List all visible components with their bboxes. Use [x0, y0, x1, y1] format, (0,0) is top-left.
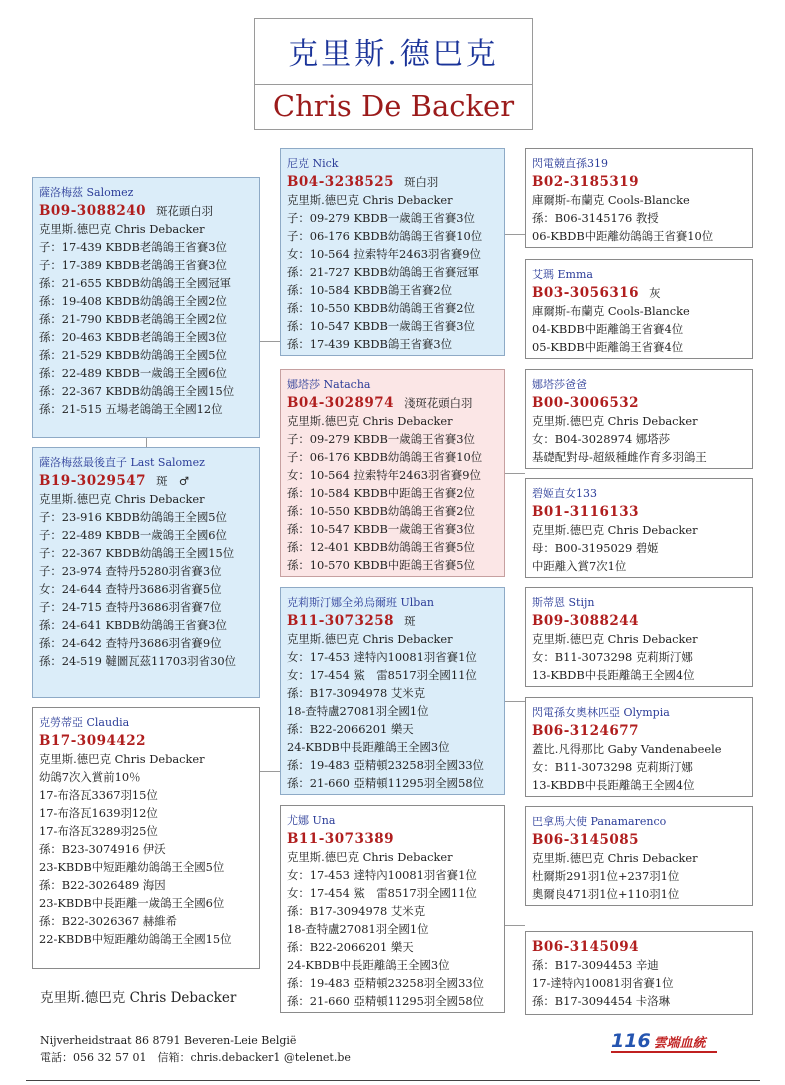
card-line: 23-KBDB中短距離幼鴿鴿王全國5位 — [39, 860, 225, 874]
ring-number: B11-3073258 斑 — [287, 613, 416, 629]
connector-line — [505, 473, 525, 474]
bird-name: 娜塔莎 Natacha — [287, 378, 371, 391]
card-line: 女：24-644 查特丹3686羽省賽5位 — [39, 582, 222, 596]
color-description: 淺斑花頭白羽 — [404, 396, 473, 410]
bird-name: 碧姬直女133 — [532, 487, 597, 500]
bird-name: 克莉斯汀娜全弟烏爾班 Ulban — [287, 596, 434, 609]
card-line: 孫：21-790 KBDB老鴿鴿王全國2位 — [39, 312, 227, 326]
ring-number: B06-3145094 — [532, 939, 640, 955]
card-line: 17-布洛瓦3289羽25位 — [39, 824, 158, 838]
pedigree-card-flash-319 — [525, 148, 753, 248]
ring-number: B02-3185319 — [532, 174, 640, 190]
ring-number: B04-3028974 淺斑花頭白羽 — [287, 395, 473, 411]
bird-name: 閃電競直孫319 — [532, 157, 608, 170]
card-line: 孫：21-515 五場老鴿鴿王全國12位 — [39, 402, 223, 416]
pedigree-card-last-salomez — [32, 447, 260, 698]
card-lines — [532, 302, 747, 356]
card-line: 孫：21-660 亞精頓11295羽全國58位 — [287, 994, 484, 1008]
card-line: 13-KBDB中長距離鴿王全國4位 — [532, 778, 695, 792]
card-line: 孫：10-584 KBDB鴿王省賽2位 — [287, 283, 453, 297]
title-chinese: 克里斯.德巴克 — [288, 37, 499, 72]
card-line: 杜爾斯291羽1位+237羽1位 — [532, 869, 680, 883]
card-line: 克里斯.德巴克 Chris Debacker — [287, 850, 453, 864]
title-english: Chris De Backer — [272, 89, 515, 123]
card-line: 孫：21-529 KBDB幼鴿鴿王全國5位 — [39, 348, 227, 362]
pedigree-card-ulban — [280, 587, 505, 795]
card-line: 庫爾斯-布蘭克 Cools-Blancke — [532, 304, 690, 318]
logo-text: 雲端血統 — [653, 1036, 706, 1051]
card-line: 基礎配對母-超級種雌作育多羽鴿王 — [532, 450, 707, 464]
card-lines — [287, 412, 499, 574]
pedigree-card-emma — [525, 259, 753, 359]
card-line: 孫：B17-3094978 艾米克 — [287, 904, 426, 918]
card-line: 子：09-279 KBDB一歲鴿王省賽3位 — [287, 432, 475, 446]
pedigree-card-bici-133 — [525, 478, 753, 578]
card-line: 孫：22-367 KBDB幼鴿鴿王全國15位 — [39, 384, 235, 398]
ring-number: B11-3073389 — [287, 831, 395, 847]
card-line: 孫：19-408 KBDB幼鴿鴿王全國2位 — [39, 294, 227, 308]
ring-number: B17-3094422 — [39, 733, 147, 749]
card-lines — [532, 521, 747, 575]
ring-number: B00-3006532 — [532, 395, 640, 411]
card-line: 克里斯.德巴克 Chris Debacker — [287, 632, 453, 646]
title-box — [254, 18, 533, 130]
footer-rule — [26, 1080, 760, 1081]
pedigree-card-panamarenco — [525, 806, 753, 906]
pedigree-card-b06-3145094 — [525, 931, 753, 1015]
ring-number: B01-3116133 — [532, 504, 640, 520]
card-lines — [532, 191, 747, 245]
card-line: 孫：10-584 KBDB中距鴿王省賽2位 — [287, 486, 475, 500]
bird-name: 娜塔莎爸爸 — [532, 378, 587, 391]
color-description: 灰 — [649, 286, 661, 300]
card-line: 23-KBDB中長距離一歲鴿王全國6位 — [39, 896, 225, 910]
card-line: 13-KBDB中長距離鴿王全國4位 — [532, 668, 695, 682]
card-line: 孫：19-483 亞精頓23258羽全國33位 — [287, 758, 484, 772]
card-line: 孫：24-519 韃圖瓦茲11703羽省30位 — [39, 654, 236, 668]
connector-line — [260, 341, 280, 342]
card-line: 孫：21-655 KBDB幼鴿鴿王全國冠軍 — [39, 276, 231, 290]
card-line: 蓋比.凡得那比 Gaby Vandenabeele — [532, 742, 722, 756]
card-line: 孫：B17-3094978 艾米克 — [287, 686, 426, 700]
card-line: 幼鴿7次入賞前10％ — [39, 770, 141, 784]
card-line: 18-查特盧27081羽全國1位 — [287, 922, 429, 936]
pedigree-card-una — [280, 805, 505, 1013]
color-description: 斑 ♂ — [156, 474, 190, 488]
bird-name: 薩洛梅茲 Salomez — [39, 186, 134, 199]
card-line: 孫：10-547 KBDB一歲鴿王省賽3位 — [287, 522, 475, 536]
owner-name: 克里斯.德巴克 Chris Debacker — [40, 990, 237, 1006]
card-line: 女：17-454 鯊 雷8517羽全國11位 — [287, 886, 477, 900]
address-line: Nijverheidstraat 86 8791 Beveren-Leie België — [40, 1034, 297, 1047]
card-line: 孫：21-727 KBDB幼鴿鴿王省賽冠軍 — [287, 265, 479, 279]
card-lines — [287, 630, 499, 792]
card-line: 子：24-715 查特丹3686羽省賽7位 — [39, 600, 222, 614]
card-line: 子：23-974 查特丹5280羽省賽3位 — [39, 564, 222, 578]
card-line: 克里斯.德巴克 Chris Debacker — [287, 414, 453, 428]
card-lines — [39, 220, 254, 418]
card-line: 孫：B17-3094453 辛迪 — [532, 958, 659, 972]
card-line: 克里斯.德巴克 Chris Debacker — [39, 222, 205, 236]
ring-number: B09-3088244 — [532, 613, 640, 629]
card-lines — [287, 191, 499, 353]
bird-name: 尼克 Nick — [287, 157, 339, 170]
card-line: 子：06-176 KBDB幼鴿鴿王省賽10位 — [287, 450, 483, 464]
connector-line — [260, 771, 280, 772]
card-line: 子：22-489 KBDB一歲鴿王全國6位 — [39, 528, 227, 542]
pedigree-card-natacha-father — [525, 369, 753, 469]
pedigree-card-salomez — [32, 177, 260, 438]
card-line: 中距離入賞7次1位 — [532, 559, 627, 573]
card-line: 女：17-453 達特內10081羽省賽1位 — [287, 868, 477, 882]
ring-number: B06-3145085 — [532, 832, 640, 848]
card-line: 06-KBDB中距離幼鴿鴿王省賽10位 — [532, 229, 714, 243]
card-line: 孫：10-570 KBDB中距鴿王省賽5位 — [287, 558, 475, 572]
card-line: 孫：20-463 KBDB老鴿鴿王全國3位 — [39, 330, 227, 344]
card-line: 孫：17-439 KBDB鴿王省賽3位 — [287, 337, 453, 351]
card-line: 孫：B22-3026367 赫維希 — [39, 914, 178, 928]
pedigree-card-claudia — [32, 707, 260, 969]
card-line: 孫：22-489 KBDB一歲鴿王全國6位 — [39, 366, 227, 380]
ring-number: B04-3238525 斑白羽 — [287, 174, 439, 190]
connector-line — [505, 234, 525, 235]
connector-line — [505, 925, 525, 926]
card-line: 孫：B22-2066201 樂天 — [287, 940, 414, 954]
pedigree-card-stijn — [525, 587, 753, 687]
bird-name: 薩洛梅茲最後直子 Last Salomez — [39, 456, 205, 469]
logo-number: 116 — [611, 1030, 651, 1052]
card-line: 05-KBDB中距離鴿王省賽4位 — [532, 340, 684, 354]
card-line: 孫：B06-3145176 教授 — [532, 211, 659, 225]
card-line: 克里斯.德巴克 Chris Debacker — [532, 523, 698, 537]
color-description: 斑 — [404, 614, 416, 628]
card-line: 24-KBDB中長距離鴿王全國3位 — [287, 958, 450, 972]
card-line: 女：B11-3073298 克莉斯汀娜 — [532, 760, 693, 774]
card-line: 孫：24-641 KBDB幼鴿鴿王省賽3位 — [39, 618, 227, 632]
card-line: 子：22-367 KBDB幼鴿鴿王全國15位 — [39, 546, 235, 560]
card-line: 孫：12-401 KBDB幼鴿鴿王省賽5位 — [287, 540, 475, 554]
card-line: 子：09-279 KBDB一歲鴿王省賽3位 — [287, 211, 475, 225]
card-line: 子：06-176 KBDB幼鴿鴿王省賽10位 — [287, 229, 483, 243]
card-lines — [532, 740, 747, 794]
card-line: 奧爾良471羽1位+110羽1位 — [532, 887, 680, 901]
card-line: 24-KBDB中長距離鴿王全國3位 — [287, 740, 450, 754]
card-line: 孫：B22-2066201 樂天 — [287, 722, 414, 736]
card-line: 孫：10-550 KBDB幼鴿鴿王省賽2位 — [287, 504, 475, 518]
card-lines — [287, 848, 499, 1010]
card-line: 孫：10-547 KBDB一歲鴿王省賽3位 — [287, 319, 475, 333]
card-line: 孫：10-550 KBDB幼鴿鴿王省賽2位 — [287, 301, 475, 315]
card-line: 孫：B22-3026489 海因 — [39, 878, 166, 892]
phone-email-line: 電話：056 32 57 01 信箱：chris.debacker1 @telenet.be — [40, 1051, 351, 1064]
card-line: 女：10-564 拉索特年2463羽省賽9位 — [287, 468, 481, 482]
card-line: 22-KBDB中短距離幼鴿鴿王全國15位 — [39, 932, 232, 946]
bird-name: 巴拿馬大使 Panamarenco — [532, 815, 667, 828]
ring-number: B03-3056316 灰 — [532, 285, 661, 301]
color-description: 斑花頭白羽 — [156, 204, 214, 218]
card-line: 克里斯.德巴克 Chris Debacker — [39, 752, 205, 766]
ring-number: B09-3088240 斑花頭白羽 — [39, 203, 214, 219]
card-line: 克里斯.德巴克 Chris Debacker — [287, 193, 453, 207]
card-line: 女：B11-3073298 克莉斯汀娜 — [532, 650, 693, 664]
card-line: 孫：19-483 亞精頓23258羽全國33位 — [287, 976, 484, 990]
card-line: 女：17-453 達特內10081羽省賽1位 — [287, 650, 477, 664]
brand-logo — [611, 1030, 717, 1053]
card-lines — [532, 630, 747, 684]
bird-name: 艾瑪 Emma — [532, 268, 593, 281]
pedigree-card-olympia — [525, 697, 753, 797]
color-description: 斑白羽 — [404, 175, 439, 189]
card-line: 孫：B17-3094454 卡洛琳 — [532, 994, 671, 1008]
bird-name: 尤娜 Una — [287, 814, 336, 827]
connector-line — [146, 437, 147, 447]
card-line: 17-布洛瓦1639羽12位 — [39, 806, 158, 820]
card-line: 孫：21-660 亞精頓11295羽全國58位 — [287, 776, 484, 790]
card-line: 17-達特內10081羽省賽1位 — [532, 976, 674, 990]
card-line: 母：B00-3195029 碧姬 — [532, 541, 659, 555]
ring-number: B06-3124677 — [532, 723, 640, 739]
contact-info — [40, 1032, 351, 1066]
card-line: 庫爾斯-布蘭克 Cools-Blancke — [532, 193, 690, 207]
card-lines — [39, 750, 254, 948]
card-line: 克里斯.德巴克 Chris Debacker — [532, 414, 698, 428]
card-line: 孫：24-642 查特丹3686羽省賽9位 — [39, 636, 222, 650]
pedigree-card-natacha — [280, 369, 505, 577]
card-line: 克里斯.德巴克 Chris Debacker — [39, 492, 205, 506]
pedigree-card-nick — [280, 148, 505, 356]
title-divider — [255, 84, 532, 85]
card-line: 子：23-916 KBDB幼鴿鴿王全國5位 — [39, 510, 227, 524]
card-line: 女：B04-3028974 娜塔莎 — [532, 432, 671, 446]
card-line: 女：17-454 鯊 雷8517羽全國11位 — [287, 668, 477, 682]
card-line: 子：17-439 KBDB老鴿鴿王省賽3位 — [39, 240, 227, 254]
bird-name: 閃電孫女奧林匹亞 Olympia — [532, 706, 670, 719]
bird-name: 斯蒂恩 Stijn — [532, 596, 595, 609]
card-line: 子：17-389 KBDB老鴿鴿王省賽3位 — [39, 258, 227, 272]
connector-line — [505, 701, 525, 702]
card-line: 孫：B23-3074916 伊沃 — [39, 842, 166, 856]
bird-name: 克勞蒂亞 Claudia — [39, 716, 130, 729]
card-line: 克里斯.德巴克 Chris Debacker — [532, 851, 698, 865]
card-line: 克里斯.德巴克 Chris Debacker — [532, 632, 698, 646]
card-lines — [532, 412, 747, 466]
card-line: 17-布洛瓦3367羽15位 — [39, 788, 158, 802]
card-line: 女：10-564 拉索特年2463羽省賽9位 — [287, 247, 481, 261]
card-lines — [532, 956, 747, 1010]
card-line: 18-查特盧27081羽全國1位 — [287, 704, 429, 718]
ring-number: B19-3029547 斑 ♂ — [39, 473, 190, 489]
card-lines — [39, 490, 254, 670]
card-lines — [532, 849, 747, 903]
card-line: 04-KBDB中距離鴿王省賽4位 — [532, 322, 684, 336]
